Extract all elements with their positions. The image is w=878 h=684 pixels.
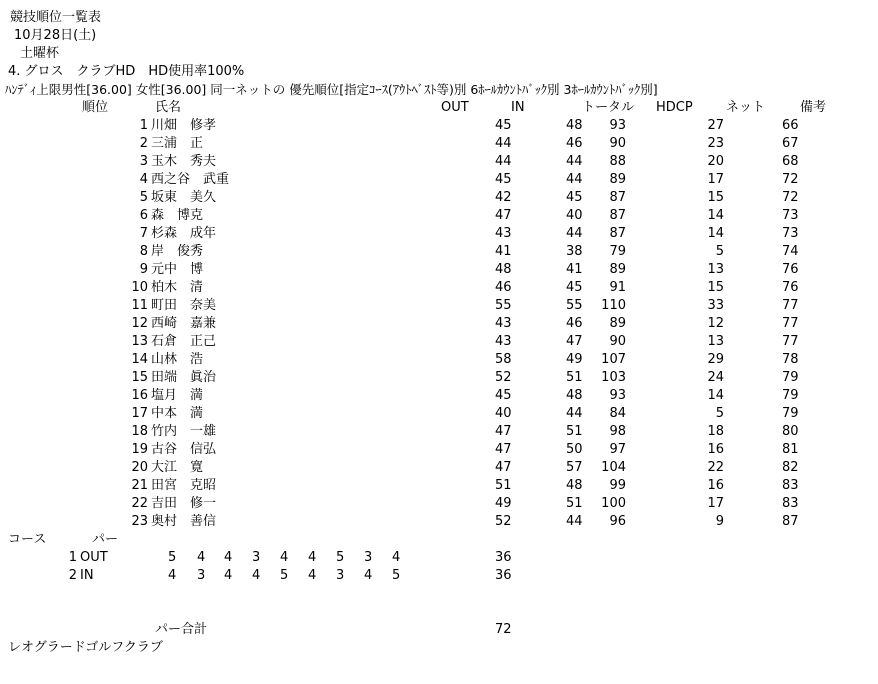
cell-rank: 17: [131, 406, 148, 421]
cell-hdcp: 33: [707, 298, 724, 313]
cell-name: 三浦 正: [151, 136, 204, 151]
cell-rank: 6: [139, 208, 148, 223]
col-out-header: OUT: [441, 100, 469, 115]
cell-net: 80: [782, 424, 799, 439]
cell-hdcp: 13: [707, 334, 724, 349]
cell-out: 45: [495, 172, 512, 187]
cell-out: 41: [495, 244, 512, 259]
cell-total: 96: [609, 514, 626, 529]
cell-in: 44: [566, 406, 583, 421]
cell-total: 90: [609, 136, 626, 151]
par-total-label: パー合計: [155, 622, 208, 637]
hole-par: 4: [308, 568, 317, 583]
cell-in: 51: [566, 424, 583, 439]
cell-rank: 23: [131, 514, 148, 529]
cell-net: 83: [782, 478, 799, 493]
cell-name: 杉森 成年: [151, 226, 217, 241]
cell-net: 81: [782, 442, 799, 457]
rules-line: ﾊﾝﾃﾞｨ上限男性[36.00] 女性[36.00] 同一ネットの 優先順位[指定ｺｰｽ(ｱｳﾄﾍﾞｽﾄ等)別 6ﾎｰﾙｶｳﾝﾄﾊﾞｯｸ別 3ﾎｰﾙｶｳﾝﾄﾊﾞｯｸ別]: [5, 82, 658, 97]
cell-net: 77: [782, 298, 799, 313]
cell-total: 98: [609, 424, 626, 439]
course-line-number: 1: [68, 550, 77, 565]
cell-name: 西之谷 武重: [151, 172, 230, 187]
cell-hdcp: 18: [707, 424, 724, 439]
cell-net: 76: [782, 262, 799, 277]
cell-name: 中本 満: [151, 406, 204, 421]
hole-par: 5: [280, 568, 289, 583]
page-title: 競技順位一覧表: [10, 10, 102, 25]
col-name-header: 氏名: [155, 100, 182, 115]
cell-hdcp: 23: [707, 136, 724, 151]
cell-total: 89: [609, 172, 626, 187]
cell-rank: 7: [139, 226, 148, 241]
cell-net: 67: [782, 136, 799, 151]
cell-name: 塩月 満: [151, 388, 204, 403]
col-rank-header: 順位: [82, 100, 109, 115]
cell-net: 77: [782, 334, 799, 349]
cell-hdcp: 5: [715, 244, 724, 259]
cell-out: 47: [495, 208, 512, 223]
course-line-name: OUT: [80, 550, 108, 565]
cell-out: 44: [495, 136, 512, 151]
cell-in: 50: [566, 442, 583, 457]
course-line-total: 36: [495, 550, 512, 565]
cell-out: 43: [495, 226, 512, 241]
cell-rank: 1: [139, 118, 148, 133]
cell-net: 82: [782, 460, 799, 475]
cell-out: 46: [495, 280, 512, 295]
cell-out: 43: [495, 316, 512, 331]
cell-hdcp: 16: [707, 478, 724, 493]
cell-in: 45: [566, 280, 583, 295]
hole-par: 3: [252, 550, 261, 565]
cell-rank: 16: [131, 388, 148, 403]
hole-par: 3: [364, 550, 373, 565]
par-label: パー: [92, 532, 119, 547]
cell-out: 44: [495, 154, 512, 169]
cell-out: 58: [495, 352, 512, 367]
cell-name: 吉田 修一: [151, 496, 217, 511]
cell-net: 76: [782, 280, 799, 295]
cell-total: 93: [609, 388, 626, 403]
cell-total: 93: [609, 118, 626, 133]
hole-par: 4: [280, 550, 289, 565]
cell-hdcp: 24: [707, 370, 724, 385]
cell-total: 84: [609, 406, 626, 421]
cell-in: 41: [566, 262, 583, 277]
cell-net: 74: [782, 244, 799, 259]
hole-par: 4: [364, 568, 373, 583]
cell-rank: 19: [131, 442, 148, 457]
cell-hdcp: 14: [707, 208, 724, 223]
cell-name: 山林 浩: [151, 352, 204, 367]
cell-net: 72: [782, 190, 799, 205]
cell-name: 奥村 善信: [151, 514, 217, 529]
cell-out: 48: [495, 262, 512, 277]
hole-par: 3: [336, 568, 345, 583]
cell-rank: 14: [131, 352, 148, 367]
cell-total: 91: [609, 280, 626, 295]
cell-total: 110: [601, 298, 626, 313]
hole-par: 4: [224, 568, 233, 583]
cell-out: 40: [495, 406, 512, 421]
cell-name: 田宮 克昭: [151, 478, 217, 493]
category-line: 4. グロス クラブHD HD使用率100%: [8, 64, 245, 79]
club-name: レオグラードゴルフクラブ: [8, 640, 163, 655]
cell-hdcp: 27: [707, 118, 724, 133]
cell-net: 66: [782, 118, 799, 133]
cell-hdcp: 5: [715, 406, 724, 421]
cell-rank: 3: [139, 154, 148, 169]
cell-in: 49: [566, 352, 583, 367]
cell-name: 町田 奈美: [151, 298, 217, 313]
cell-total: 79: [609, 244, 626, 259]
cell-net: 87: [782, 514, 799, 529]
cell-name: 田端 眞治: [151, 370, 217, 385]
cell-hdcp: 17: [707, 496, 724, 511]
cell-in: 48: [566, 118, 583, 133]
cell-in: 46: [566, 316, 583, 331]
cell-out: 52: [495, 370, 512, 385]
cell-name: 岸 俊秀: [151, 244, 204, 259]
cell-total: 90: [609, 334, 626, 349]
cell-name: 竹内 一雄: [151, 424, 217, 439]
course-line-number: 2: [68, 568, 77, 583]
cell-rank: 4: [139, 172, 148, 187]
cell-total: 100: [601, 496, 626, 511]
cell-in: 46: [566, 136, 583, 151]
cell-in: 51: [566, 370, 583, 385]
hole-par: 4: [392, 550, 401, 565]
cell-name: 元中 博: [151, 262, 204, 277]
cell-name: 森 博克: [151, 208, 204, 223]
hole-par: 4: [252, 568, 261, 583]
cell-out: 47: [495, 442, 512, 457]
col-net-header: ネット: [726, 100, 766, 115]
cell-rank: 8: [139, 244, 148, 259]
hole-par: 4: [168, 568, 177, 583]
cell-in: 38: [566, 244, 583, 259]
cell-out: 55: [495, 298, 512, 313]
cell-in: 40: [566, 208, 583, 223]
cell-in: 44: [566, 154, 583, 169]
cell-hdcp: 12: [707, 316, 724, 331]
cell-net: 77: [782, 316, 799, 331]
hole-par: 4: [197, 550, 206, 565]
cell-name: 玉木 秀夫: [151, 154, 217, 169]
cell-total: 103: [601, 370, 626, 385]
cell-total: 97: [609, 442, 626, 457]
cell-out: 45: [495, 118, 512, 133]
cell-total: 89: [609, 316, 626, 331]
course-line-total: 36: [495, 568, 512, 583]
cell-rank: 11: [131, 298, 148, 313]
hole-par: 4: [224, 550, 233, 565]
cell-in: 48: [566, 478, 583, 493]
cell-out: 42: [495, 190, 512, 205]
cell-rank: 22: [131, 496, 148, 511]
event-date: 10月28日(土): [14, 28, 97, 43]
cell-net: 72: [782, 172, 799, 187]
cell-rank: 12: [131, 316, 148, 331]
cell-name: 坂東 美久: [151, 190, 217, 205]
cell-out: 47: [495, 424, 512, 439]
cell-out: 51: [495, 478, 512, 493]
hole-par: 4: [308, 550, 317, 565]
cell-name: 川畑 修孝: [151, 118, 217, 133]
event-name: 土曜杯: [20, 46, 60, 61]
cell-hdcp: 13: [707, 262, 724, 277]
cell-net: 79: [782, 370, 799, 385]
cell-rank: 20: [131, 460, 148, 475]
cell-hdcp: 14: [707, 226, 724, 241]
cell-total: 107: [601, 352, 626, 367]
cell-rank: 5: [139, 190, 148, 205]
cell-hdcp: 17: [707, 172, 724, 187]
cell-net: 79: [782, 388, 799, 403]
cell-total: 89: [609, 262, 626, 277]
course-label: コース: [8, 532, 47, 547]
cell-in: 44: [566, 514, 583, 529]
cell-in: 44: [566, 172, 583, 187]
cell-rank: 10: [131, 280, 148, 295]
cell-rank: 15: [131, 370, 148, 385]
cell-in: 45: [566, 190, 583, 205]
hole-par: 3: [197, 568, 206, 583]
cell-in: 51: [566, 496, 583, 511]
cell-name: 柏木 清: [151, 280, 204, 295]
cell-name: 西崎 嘉兼: [151, 316, 217, 331]
cell-rank: 2: [139, 136, 148, 151]
cell-out: 49: [495, 496, 512, 511]
col-hdcp-header: HDCP: [656, 100, 693, 115]
cell-net: 78: [782, 352, 799, 367]
cell-hdcp: 9: [715, 514, 724, 529]
cell-total: 87: [609, 190, 626, 205]
par-total-value: 72: [495, 622, 512, 637]
cell-hdcp: 20: [707, 154, 724, 169]
cell-total: 104: [601, 460, 626, 475]
cell-name: 古谷 信弘: [151, 442, 217, 457]
hole-par: 5: [168, 550, 177, 565]
hole-par: 5: [392, 568, 401, 583]
cell-rank: 9: [139, 262, 148, 277]
cell-net: 73: [782, 208, 799, 223]
cell-name: 石倉 正己: [151, 334, 217, 349]
cell-in: 48: [566, 388, 583, 403]
col-note-header: 備考: [800, 100, 827, 115]
cell-total: 88: [609, 154, 626, 169]
cell-out: 52: [495, 514, 512, 529]
cell-hdcp: 14: [707, 388, 724, 403]
cell-hdcp: 15: [707, 280, 724, 295]
cell-rank: 13: [131, 334, 148, 349]
cell-rank: 21: [131, 478, 148, 493]
cell-out: 43: [495, 334, 512, 349]
cell-hdcp: 22: [707, 460, 724, 475]
cell-net: 79: [782, 406, 799, 421]
cell-net: 68: [782, 154, 799, 169]
cell-in: 47: [566, 334, 583, 349]
cell-name: 大江 寛: [151, 460, 204, 475]
course-line-name: IN: [80, 568, 94, 583]
cell-in: 55: [566, 298, 583, 313]
cell-hdcp: 16: [707, 442, 724, 457]
cell-in: 44: [566, 226, 583, 241]
cell-out: 45: [495, 388, 512, 403]
cell-net: 73: [782, 226, 799, 241]
col-total-header: トータル: [582, 100, 635, 115]
cell-rank: 18: [131, 424, 148, 439]
col-in-header: IN: [511, 100, 525, 115]
hole-par: 5: [336, 550, 345, 565]
cell-total: 87: [609, 226, 626, 241]
cell-in: 57: [566, 460, 583, 475]
cell-out: 47: [495, 460, 512, 475]
cell-total: 87: [609, 208, 626, 223]
cell-hdcp: 29: [707, 352, 724, 367]
cell-net: 83: [782, 496, 799, 511]
cell-hdcp: 15: [707, 190, 724, 205]
cell-total: 99: [609, 478, 626, 493]
